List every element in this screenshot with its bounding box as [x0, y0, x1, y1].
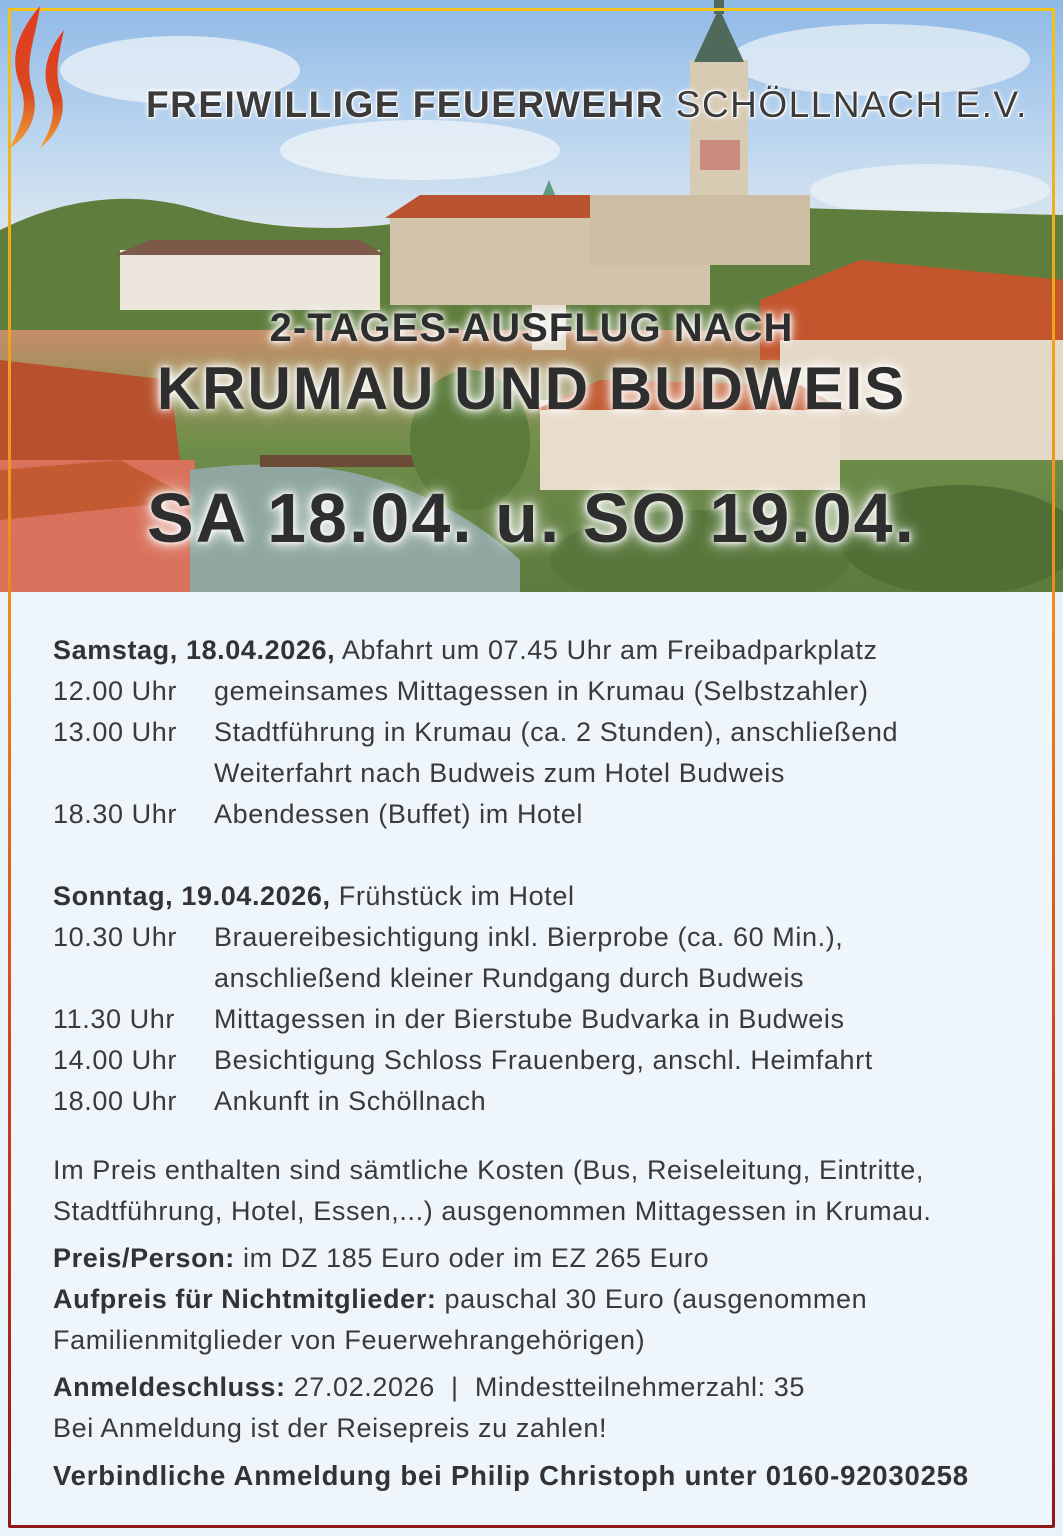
schedule-row	[53, 671, 1013, 712]
schedule-row	[53, 1081, 1013, 1122]
program-content	[53, 630, 1013, 1496]
trip-subtitle: 2-TAGES-AUSFLUG NACH	[269, 306, 794, 350]
schedule-desc	[214, 794, 1013, 835]
price-line	[53, 1238, 1013, 1279]
registration-contact: Verbindliche Anmeldung bei Philip Christoph unter 0160-92030258	[53, 1460, 969, 1491]
schedule-desc-line: Besichtigung Schloss Frauenberg, anschl. Heimfahrt	[214, 1045, 873, 1075]
schedule-desc-line: Ankunft in Schöllnach	[214, 1086, 487, 1116]
spacer	[53, 1122, 1013, 1150]
schedule-desc-line: anschließend kleiner Rundgang durch Budweis	[214, 963, 805, 993]
schedule-desc-line: Mittagessen in der Bierstube Budvarka in Budweis	[214, 1004, 845, 1034]
trip-title: KRUMAU UND BUDWEIS	[156, 355, 907, 422]
schedule-time: 10.30 Uhr	[53, 922, 177, 952]
surcharge-line	[53, 1279, 1013, 1320]
day2-heading: Sonntag, 19.04.2026,	[53, 881, 331, 911]
day1-heading: Samstag, 18.04.2026,	[53, 635, 336, 665]
hero-banner	[0, 0, 1063, 592]
schedule-desc	[214, 999, 1013, 1040]
schedule-row	[53, 1040, 1013, 1081]
day2-heading-line	[53, 876, 1013, 917]
schedule-desc-line: gemeinsames Mittagessen in Krumau (Selbstzahler)	[214, 676, 869, 706]
deadline-value: 27.02.2026 | Mindestteilnehmerzahl: 35	[293, 1372, 806, 1402]
schedule-desc-line: Abendessen (Buffet) im Hotel	[214, 799, 583, 829]
spacer	[53, 835, 1013, 876]
price-value: im DZ 185 Euro oder im EZ 265 Euro	[243, 1243, 710, 1273]
organization-name-rest: SCHÖLLNACH E.V.	[675, 84, 1028, 125]
schedule-desc	[214, 1040, 1013, 1081]
surcharge-label: Aufpreis für Nichtmitglieder:	[53, 1284, 437, 1314]
day2-intro: Frühstück im Hotel	[338, 881, 575, 911]
surcharge-line-2: Familienmitglieder von Feuerwehrangehörigen)	[53, 1325, 646, 1355]
schedule-desc-line: Brauereibesichtigung inkl. Bierprobe (ca. 60 Min.),	[214, 922, 844, 952]
schedule-time: 11.30 Uhr	[53, 1004, 175, 1034]
deadline-label: Anmeldeschluss:	[53, 1372, 286, 1402]
schedule-desc	[214, 671, 1013, 712]
frame-top	[8, 8, 1055, 11]
schedule-time: 14.00 Uhr	[53, 1045, 177, 1075]
schedule-time: 12.00 Uhr	[53, 676, 177, 706]
schedule-time: 18.00 Uhr	[53, 1086, 177, 1116]
day1-intro: Abfahrt um 07.45 Uhr am Freibadparkplatz	[341, 635, 878, 665]
schedule-time: 13.00 Uhr	[53, 717, 177, 747]
schedule-row	[53, 712, 1013, 794]
schedule-desc	[214, 1081, 1013, 1122]
included-line-1: Im Preis enthalten sind sämtliche Kosten (Bus, Reiseleitung, Eintritte,	[53, 1155, 924, 1185]
schedule-desc	[214, 917, 1013, 999]
day1-heading-line	[53, 630, 1013, 671]
schedule-row	[53, 794, 1013, 835]
schedule-desc-line: Weiterfahrt nach Budweis zum Hotel Budweis	[214, 758, 785, 788]
organization-name-bold: FREIWILLIGE FEUERWEHR	[146, 84, 664, 125]
deadline-line	[53, 1367, 1013, 1408]
included-line-2: Stadtführung, Hotel, Essen,...) ausgenommen Mittagessen in Krumau.	[53, 1196, 932, 1226]
schedule-desc	[214, 712, 1013, 794]
schedule-row	[53, 917, 1013, 999]
schedule-time: 18.30 Uhr	[53, 799, 177, 829]
payment-note: Bei Anmeldung ist der Reisepreis zu zahlen!	[53, 1413, 608, 1443]
flame-logo-icon	[0, 0, 76, 150]
schedule-row	[53, 999, 1013, 1040]
organization-name	[146, 84, 1028, 126]
schedule-desc-line: Stadtführung in Krumau (ca. 2 Stunden), anschließend	[214, 717, 899, 747]
price-label: Preis/Person:	[53, 1243, 235, 1273]
trip-date: SA 18.04. u. SO 19.04.	[146, 479, 917, 557]
surcharge-value: pauschal 30 Euro (ausgenommen	[444, 1284, 868, 1314]
